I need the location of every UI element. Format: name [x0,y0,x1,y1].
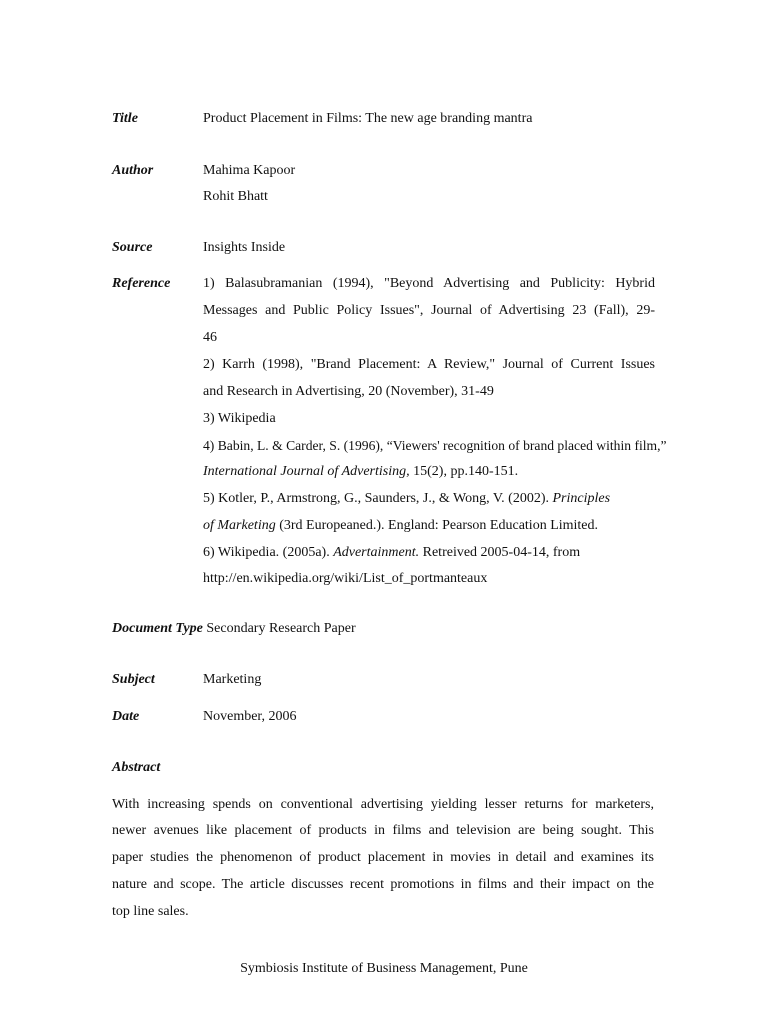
reference-line: 46 [203,330,217,345]
reference-label: Reference [112,276,171,291]
reference-article-title: Advertainment. [333,545,420,560]
reference-publisher: (3rd Europeaned.). England: Pearson Education Limited. [275,518,599,533]
reference-line [203,545,580,561]
reference-book-title: of Marketing [203,518,276,533]
title-label: Title [112,111,138,126]
reference-url: http://en.wikipedia.org/wiki/List_of_portmanteaux [203,571,488,586]
document-type-label: Document Type [112,621,203,636]
date-value: November, 2006 [203,709,297,724]
reference-authors: 5) Kotler, P., Armstrong, G., Saunders, J., & Wong, V. (2002). [203,491,553,506]
subject-label: Subject [112,672,155,687]
document-type-row [112,621,356,637]
reference-line: 1) Balasubramanian (1994), "Beyond Advertising and Publicity: Hybrid [203,276,655,291]
reference-line [203,464,518,480]
date-label: Date [112,709,140,724]
page-footer: Symbiosis Institute of Business Management, Pune [240,961,528,976]
reference-pages: 15(2), pp.140-151. [409,464,519,479]
reference-line: 4) Babin, L. & Carder, S. (1996), “Viewers' recognition of brand placed within film,” [203,438,667,453]
author-label: Author [112,163,154,178]
reference-retrieved: Retreived 2005-04-14, from [419,545,581,560]
abstract-line: top line sales. [112,904,189,919]
reference-source: 6) Wikipedia. (2005a). [203,545,334,560]
author-name-2: Rohit Bhatt [203,189,268,204]
abstract-label: Abstract [112,760,161,775]
subject-value: Marketing [203,672,262,687]
source-value: Insights Inside [203,240,286,255]
reference-book-title: Principles [552,491,611,506]
reference-line [203,491,610,507]
document-type-value: Secondary Research Paper [202,621,356,636]
reference-line: and Research in Advertising, 20 (November), 31-49 [203,384,494,399]
abstract-line: paper studies the phenomenon of product placement in movies in detail and examines its [112,850,654,865]
author-name-1: Mahima Kapoor [203,163,296,178]
reference-line: Messages and Public Policy Issues", Journal of Advertising 23 (Fall), 29- [203,303,655,318]
abstract-line: With increasing spends on conventional advertising yielding lesser returns for marketers, [112,797,654,812]
reference-line: 2) Karrh (1998), "Brand Placement: A Review," Journal of Current Issues [203,357,655,372]
abstract-line: nature and scope. The article discusses recent promotions in films and their impact on the [112,877,654,892]
reference-journal: International Journal of Advertising, [203,464,410,479]
reference-line: 3) Wikipedia [203,411,276,426]
title-value: Product Placement in Films: The new age branding mantra [203,111,533,126]
reference-line [203,518,598,534]
abstract-line: newer avenues like placement of products in films and television are being sought. This [112,823,654,838]
source-label: Source [112,240,153,255]
